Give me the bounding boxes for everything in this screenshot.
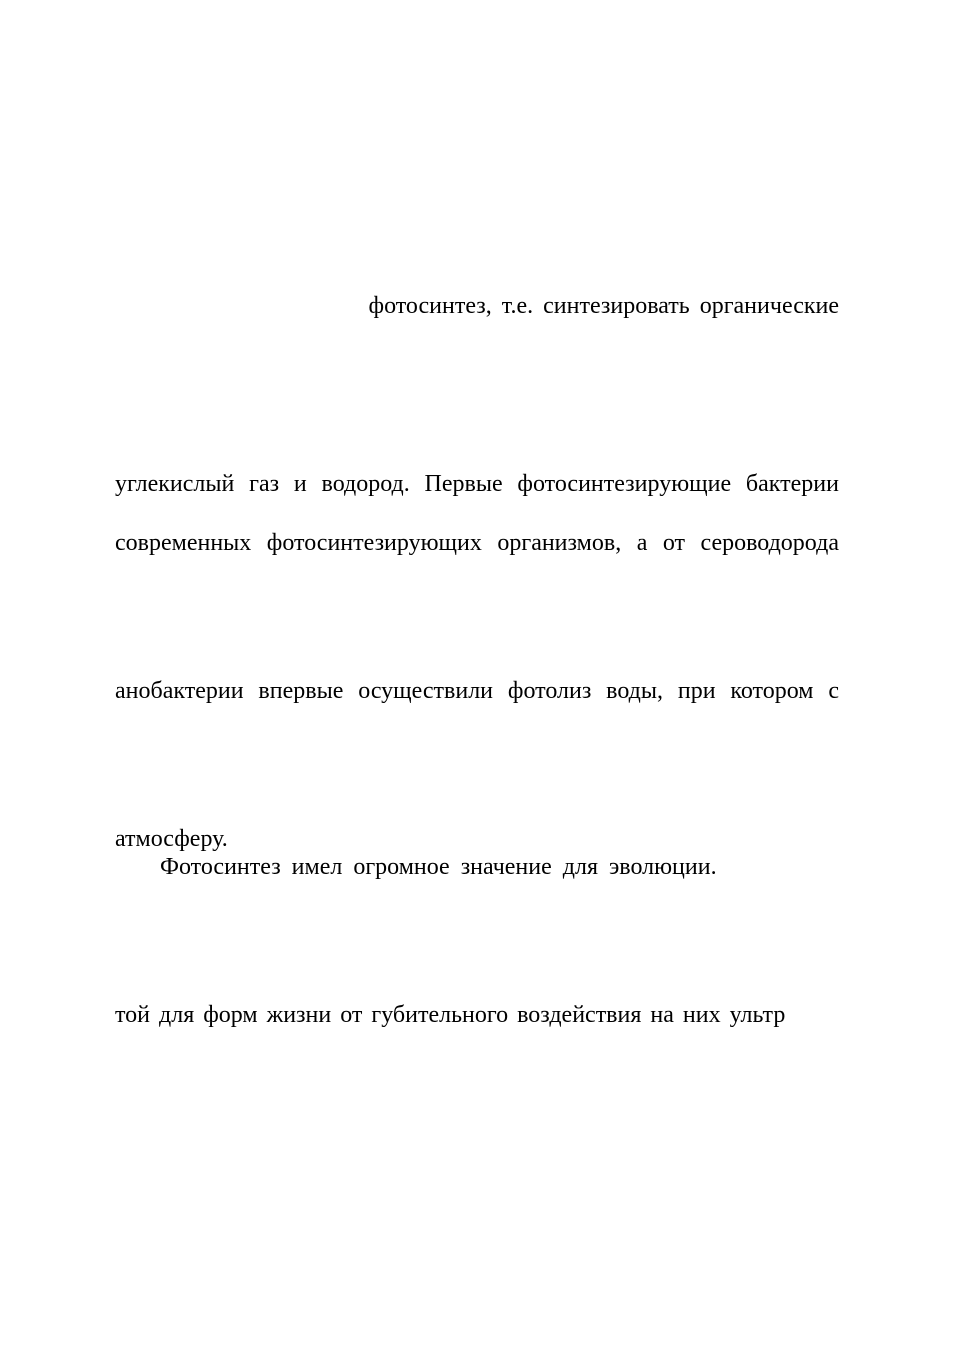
word: водород. (321, 471, 410, 497)
word: фотосинтезирующих (266, 530, 482, 556)
word: осуществили (358, 678, 494, 704)
word: котором (730, 678, 814, 704)
word: от (662, 530, 686, 556)
word: анобактерии (115, 678, 244, 704)
text-line: той для форм жизни от губительного воздействия на них ультр (115, 1002, 786, 1028)
word: фотолиз (507, 678, 592, 704)
word: сероводорода (700, 530, 839, 556)
word: газ (249, 471, 280, 497)
word: углекислый (115, 471, 235, 497)
word: воды, (606, 678, 663, 704)
paragraph-first-line: Фотосинтез имел огромное значение для эволюции. (160, 854, 717, 880)
word: фотосинтезирующие (517, 471, 732, 497)
word: бактерии (745, 471, 839, 497)
word: и (293, 471, 307, 497)
text-line (115, 529, 839, 557)
word: при (677, 678, 716, 704)
word: впервые (258, 678, 344, 704)
text-line (115, 470, 839, 498)
text-line: атмосферу. (115, 826, 228, 852)
text-line (115, 677, 839, 705)
word: современных (115, 530, 252, 556)
text-line: фотосинтез, т.е. синтезировать органические (368, 293, 839, 319)
word: а (636, 530, 648, 556)
word: Первые (424, 471, 503, 497)
word: организмов, (497, 530, 622, 556)
word: с (828, 678, 839, 704)
